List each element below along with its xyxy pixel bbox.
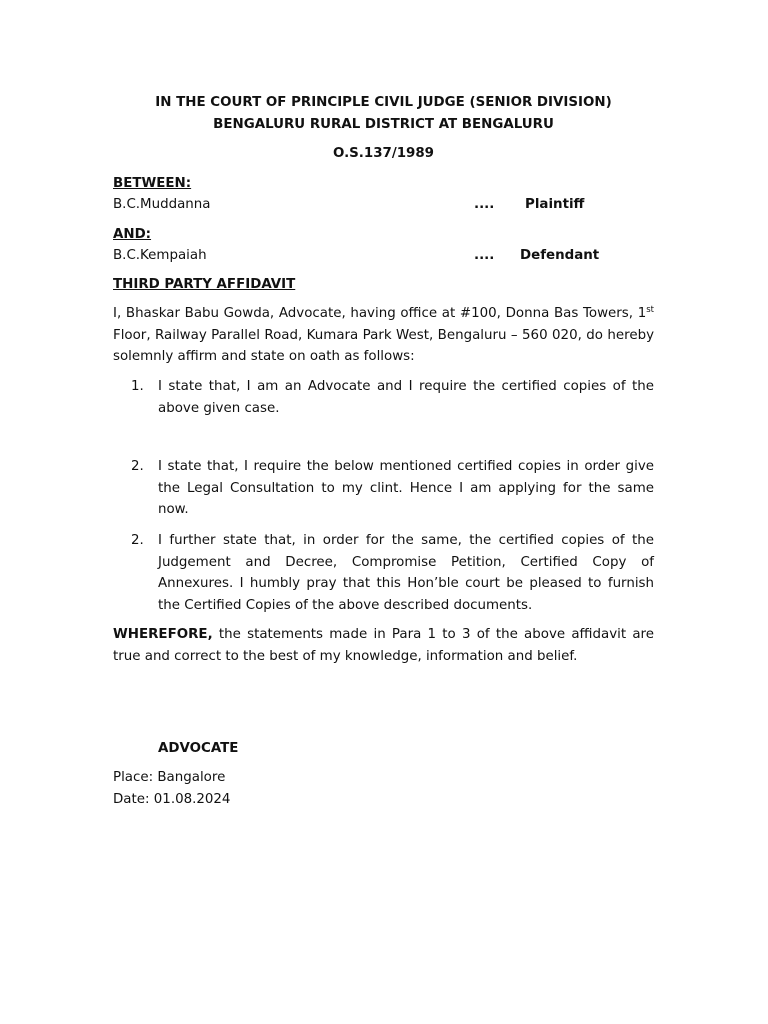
advocate-signature-label: ADVOCATE xyxy=(158,741,239,756)
list-item xyxy=(131,530,654,616)
affidavit-title: THIRD PARTY AFFIDAVIT xyxy=(113,277,296,292)
court-title: IN THE COURT OF PRINCIPLE CIVIL JUDGE (SENIOR DIVISION) xyxy=(155,95,612,110)
plaintiff-name: B.C.Muddanna xyxy=(113,197,211,212)
plaintiff-dots: .... xyxy=(474,197,495,212)
intro-superscript: st xyxy=(646,305,654,315)
district-title: BENGALURU RURAL DISTRICT AT BENGALURU xyxy=(213,117,554,132)
case-number: O.S.137/1989 xyxy=(332,146,435,161)
between-label: BETWEEN: xyxy=(113,176,192,191)
defendant-dots: .... xyxy=(474,248,495,263)
list-item xyxy=(131,376,654,419)
place-line: Place: Bangalore xyxy=(113,770,226,785)
plaintiff-role: Plaintiff xyxy=(525,197,585,212)
list-item-text: I further state that, in order for the same, the certified copies of the Judgement and Decree, Compromise Petition, Certified Copy of Annexures. I humbly pray that this Hon’ble court be pleased to furnish the Certified Copies of the above described documents. xyxy=(158,533,654,613)
date-line: Date: 01.08.2024 xyxy=(113,792,231,807)
wherefore-label: WHEREFORE, xyxy=(113,627,213,642)
and-label: AND: xyxy=(113,227,152,242)
list-item-text: I state that, I am an Advocate and I require the certified copies of the above given case. xyxy=(158,379,654,416)
list-item-number: 1. xyxy=(131,379,144,394)
list-item-number: 2. xyxy=(131,533,144,548)
wherefore-text: the statements made in Para 1 to 3 of the above affidavit are true and correct to the best of my knowledge, information and belief. xyxy=(113,627,654,664)
list-item-number: 2. xyxy=(131,459,144,474)
defendant-role: Defendant xyxy=(520,248,600,263)
intro-text-start: I, Bhaskar Babu Gowda, Advocate, having office at #100, Donna Bas Towers, 1 xyxy=(113,306,647,321)
intro-paragraph xyxy=(113,303,654,368)
intro-text-end: Floor, Railway Parallel Road, Kumara Park West, Bengaluru – 560 020, do hereby solemnly affirm and state on oath as follows: xyxy=(113,327,654,364)
list-item xyxy=(131,456,654,521)
defendant-name: B.C.Kempaiah xyxy=(113,248,207,263)
list-item-text: I state that, I require the below mentioned certified copies in order give the Legal Consultation to my clint. Hence I am applying for the same now. xyxy=(158,459,654,517)
wherefore-paragraph xyxy=(113,624,654,667)
